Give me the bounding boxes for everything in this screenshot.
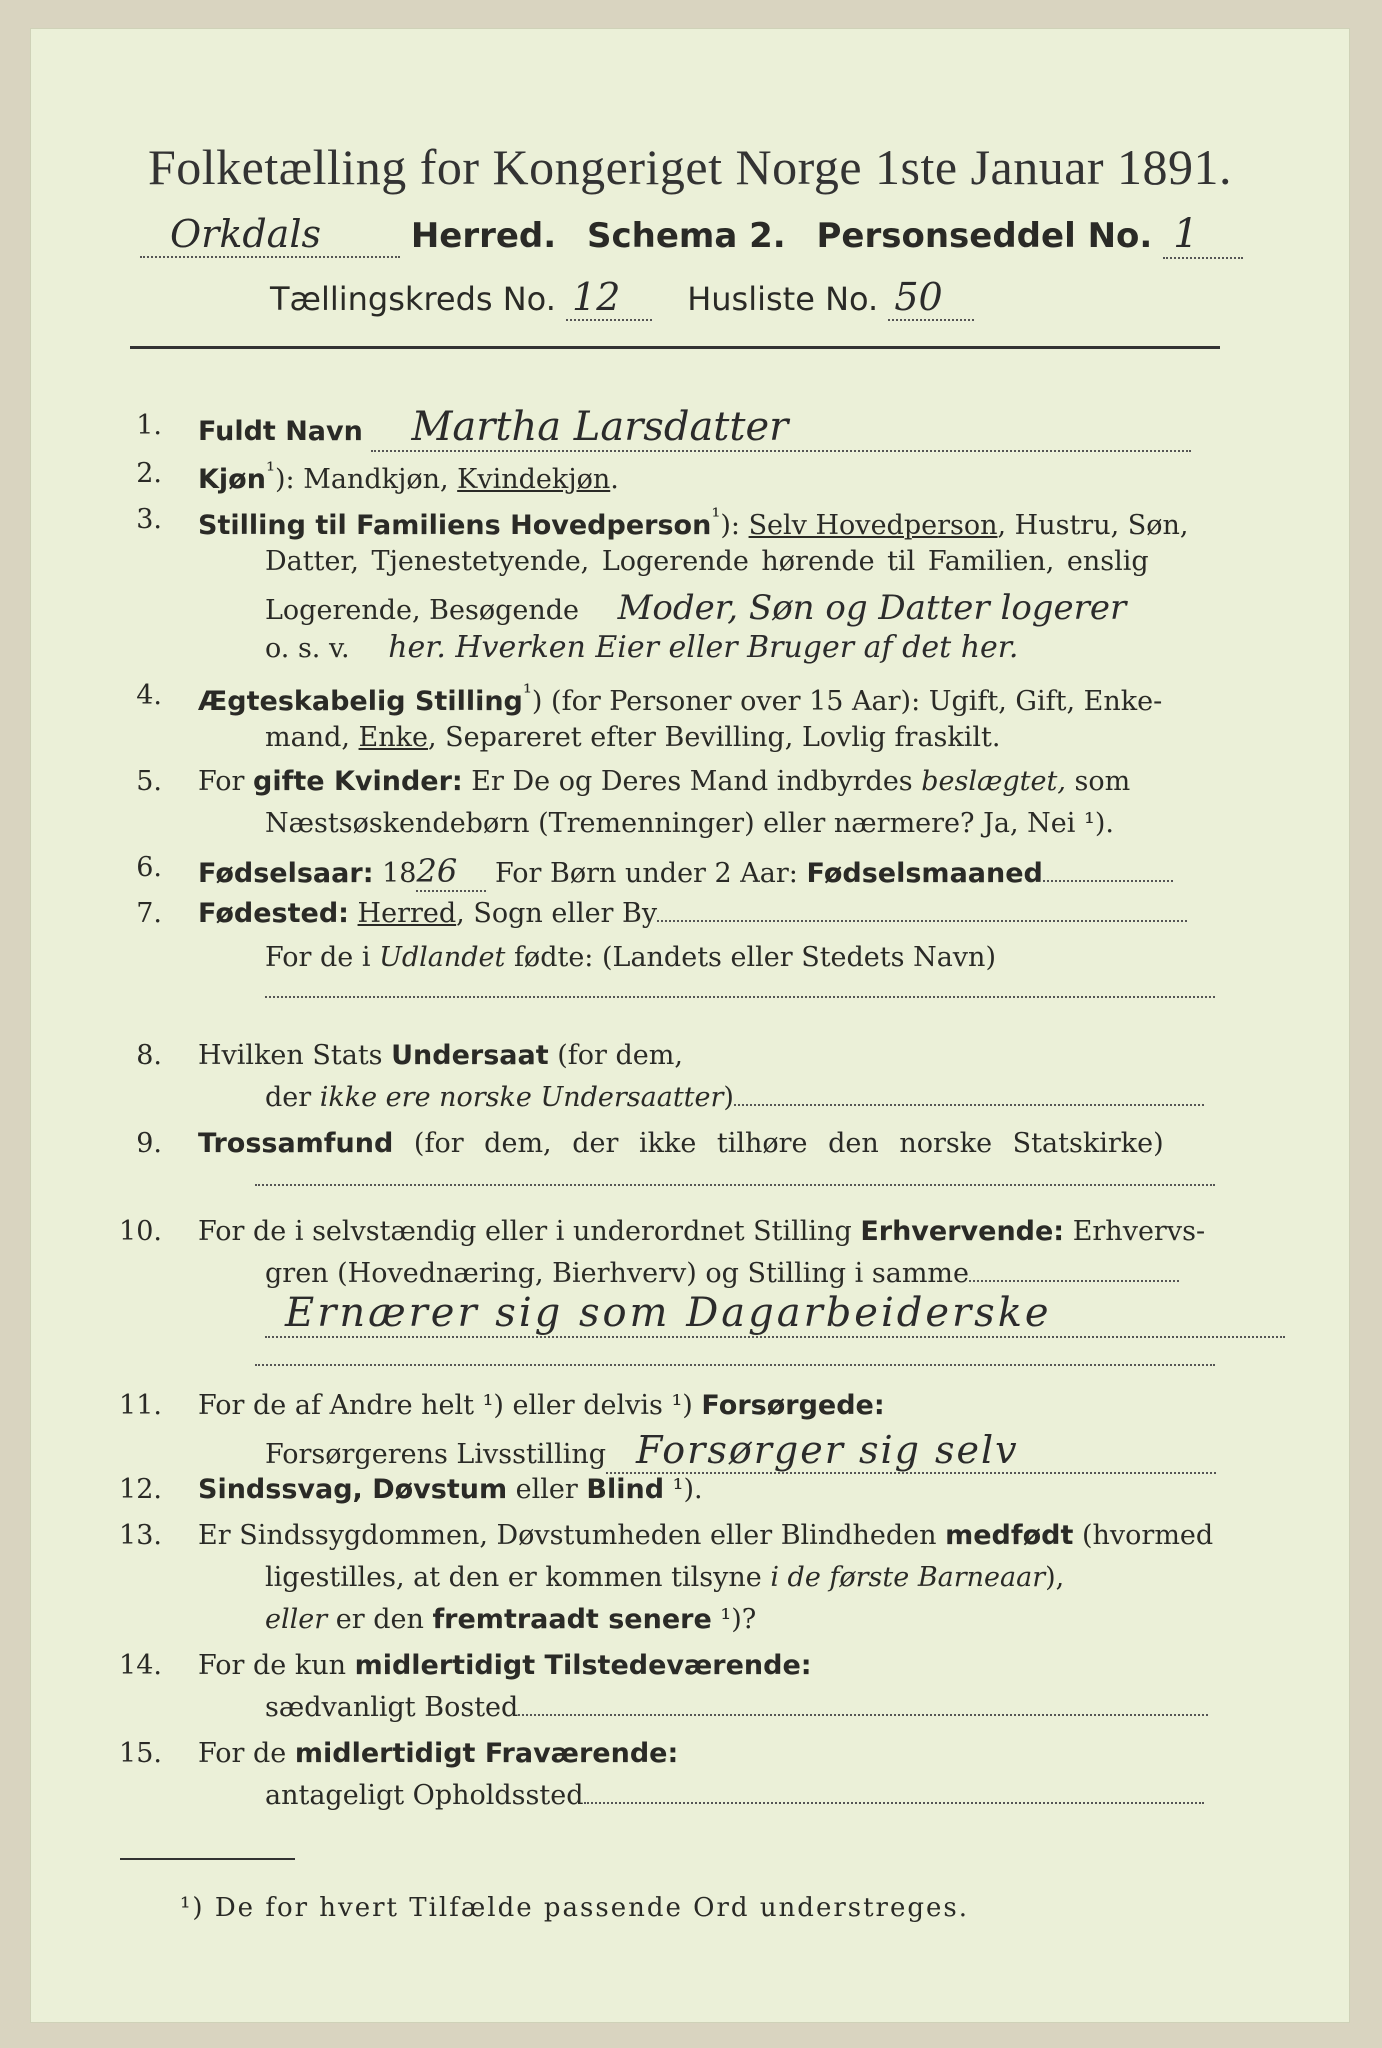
kreds-value: 12 bbox=[566, 275, 652, 321]
q13-line3 bbox=[265, 1604, 756, 1635]
q7-line2-a: For de i bbox=[265, 942, 380, 973]
q9-text: (for dem, der ikke tilhøre den norske Statskirke) bbox=[393, 1128, 1164, 1159]
q14-dotline bbox=[518, 1714, 1208, 1716]
form-title: Folketælling for Kongeriget Norge 1ste Januar 1891. bbox=[147, 139, 1233, 195]
q2-sup: ¹ bbox=[265, 458, 275, 484]
q4-underlined: Enke bbox=[358, 722, 428, 753]
q8-line2 bbox=[265, 1082, 1204, 1113]
kreds-line bbox=[270, 275, 974, 321]
q11-value: Forsørger sig selv bbox=[606, 1428, 1216, 1474]
q3-text-end: , Hustru, Søn, bbox=[997, 510, 1189, 541]
q5-row bbox=[198, 766, 1130, 797]
q9-label: Trossamfund bbox=[198, 1128, 394, 1159]
q11-text-a: For de af Andre helt ¹) eller delvis ¹) bbox=[198, 1390, 702, 1421]
q13-line3-b: ¹)? bbox=[711, 1604, 757, 1635]
q10-line2 bbox=[265, 1258, 1179, 1289]
q7-number: 7. bbox=[136, 898, 162, 929]
q2-text: ): Mandkjøn, bbox=[274, 464, 458, 495]
q3-line3-text: Logerende, Besøgende bbox=[265, 595, 579, 626]
q14-text-a: For de kun bbox=[198, 1650, 355, 1681]
q8-text-a: Hvilken Stats bbox=[198, 1040, 392, 1071]
kreds-label: Tællingskreds No. bbox=[270, 280, 556, 318]
q6-text: For Børn under 2 Aar: bbox=[486, 858, 807, 889]
husliste-label: Husliste No. bbox=[687, 280, 879, 318]
q6-prefix: 18 bbox=[373, 858, 417, 889]
personseddel-value: 1 bbox=[1163, 211, 1243, 259]
q13-row bbox=[198, 1520, 1213, 1551]
q15-label: midlertidigt Fraværende: bbox=[294, 1738, 679, 1769]
q2-text-end: . bbox=[610, 464, 619, 495]
q13-line2-a: ligestilles, at den er kommen tilsyne bbox=[265, 1562, 771, 1593]
q4-label: Ægteskabelig Stilling bbox=[198, 686, 523, 717]
herred-label: Herred. bbox=[410, 216, 557, 256]
q3-number: 3. bbox=[136, 504, 162, 535]
q7-line2-b: fødte: (Landets eller Stedets Navn) bbox=[505, 942, 996, 973]
q8-text-b: (for dem, bbox=[548, 1040, 683, 1071]
q7-blank-line bbox=[265, 996, 1215, 998]
q13-line2-b: ), bbox=[1045, 1562, 1065, 1593]
q7-label: Fødested: bbox=[198, 898, 349, 929]
q14-number: 14. bbox=[119, 1650, 162, 1681]
q8-label: Undersaat bbox=[391, 1040, 549, 1071]
q3-underlined: Selv Hovedperson bbox=[748, 510, 998, 541]
q3-hand-1: Moder, Søn og Datter logerer bbox=[617, 588, 1127, 628]
q10-line2-text: gren (Hovednæring, Bierhverv) og Stilling i samme bbox=[265, 1258, 970, 1289]
q12-row bbox=[198, 1474, 703, 1505]
q3-sup: ¹ bbox=[711, 504, 721, 530]
q3-text: ): bbox=[720, 510, 749, 541]
q5-italic: beslægtet, bbox=[921, 766, 1066, 797]
q10-row bbox=[198, 1216, 1205, 1247]
q14-line2-text: sædvanligt Bosted bbox=[265, 1692, 519, 1723]
q10-label: Erhvervende: bbox=[860, 1216, 1065, 1247]
q10-text-a: For de i selvstændig eller i underordnet Stilling bbox=[198, 1216, 861, 1247]
q13-number: 13. bbox=[119, 1520, 162, 1551]
q8-line2-a: der bbox=[265, 1082, 320, 1113]
q15-dotline bbox=[584, 1802, 1204, 1804]
q5-number: 5. bbox=[136, 766, 162, 797]
q8-row bbox=[198, 1040, 683, 1071]
q10-number: 10. bbox=[119, 1216, 162, 1247]
q4-line2-b: , Separeret efter Bevilling, Lovlig fraskilt. bbox=[428, 722, 1001, 753]
q8-line2-b: ) bbox=[723, 1082, 734, 1113]
q3-line3 bbox=[265, 588, 1126, 628]
q15-number: 15. bbox=[119, 1738, 162, 1769]
q13-line3-a: er den bbox=[327, 1604, 433, 1635]
q14-line2 bbox=[265, 1692, 1208, 1723]
q2-underlined: Kvindekjøn bbox=[457, 464, 611, 495]
herred-line bbox=[140, 211, 1243, 259]
q5-text-a: For bbox=[198, 766, 254, 797]
q10-text-b: Erhvervs- bbox=[1064, 1216, 1206, 1247]
q13-line3-label: fremtraadt senere bbox=[432, 1604, 712, 1635]
q2-number: 2. bbox=[136, 458, 162, 489]
q12-number: 12. bbox=[119, 1474, 162, 1505]
q4-sup: ¹ bbox=[522, 680, 532, 706]
q7-dotline bbox=[657, 920, 1187, 922]
q10-value: Ernærer sig som Dagarbeiderske bbox=[265, 1290, 1285, 1338]
q2-label: Kjøn bbox=[198, 464, 266, 495]
q3-line2: Datter, Tjenestetyende, Logerende hørende til Familien, enslig bbox=[265, 546, 1149, 577]
q10-blank-line bbox=[255, 1364, 1215, 1366]
q1-label: Fuldt Navn bbox=[198, 416, 363, 447]
q13-text-a: Er Sindssygdommen, Døvstumheden eller Blindheden bbox=[198, 1520, 946, 1551]
q7-space bbox=[349, 898, 358, 929]
q10-hand-row bbox=[265, 1290, 1285, 1338]
q15-text-a: For de bbox=[198, 1738, 295, 1769]
q1-value: Martha Larsdatter bbox=[371, 404, 1191, 452]
q9-row bbox=[198, 1128, 1164, 1159]
q3-line4 bbox=[265, 630, 1018, 665]
herred-value: Orkdals bbox=[140, 212, 400, 258]
q5-line2: Næstsøskendebørn (Tremenninger) eller nærmere? Ja, Nei ¹). bbox=[265, 808, 1114, 839]
q7-line2 bbox=[265, 942, 996, 973]
q6-year-value: 26 bbox=[416, 852, 486, 892]
q15-row bbox=[198, 1738, 678, 1769]
q5-text-b: Er De og Deres Mand indbyrdes bbox=[462, 766, 922, 797]
q13-line3-italic: eller bbox=[265, 1604, 328, 1635]
q3-row bbox=[198, 504, 1189, 541]
schema-label: Schema 2. bbox=[587, 216, 786, 256]
q9-number: 9. bbox=[136, 1128, 162, 1159]
q6-label: Fødselsaar: bbox=[198, 858, 374, 889]
q7-underlined: Herred bbox=[357, 898, 457, 929]
q13-text-b: (hvormed bbox=[1073, 1520, 1214, 1551]
q11-row bbox=[198, 1390, 885, 1421]
q6-row bbox=[198, 852, 1173, 892]
q2-row bbox=[198, 458, 619, 495]
q13-label: medfødt bbox=[945, 1520, 1074, 1551]
q10-dotline bbox=[969, 1280, 1179, 1282]
q4-line2 bbox=[265, 722, 1000, 753]
q6-dotline bbox=[1043, 880, 1173, 882]
q4-number: 4. bbox=[136, 680, 162, 711]
q7-row bbox=[198, 898, 1187, 929]
personseddel-label: Personseddel No. bbox=[816, 216, 1153, 256]
q4-text: ) (for Personer over 15 Aar): Ugift, Gift, Enke- bbox=[531, 686, 1163, 717]
q4-row bbox=[198, 680, 1162, 717]
q12-text-b: ¹). bbox=[664, 1474, 703, 1505]
q11-line2 bbox=[265, 1428, 1216, 1474]
q5-label: gifte Kvinder: bbox=[253, 766, 463, 797]
q1-number: 1. bbox=[136, 410, 162, 441]
q3-hand-2: her. Hverken Eier eller Bruger af det her. bbox=[388, 630, 1019, 665]
q8-dotline bbox=[734, 1104, 1204, 1106]
q5-text-c: som bbox=[1065, 766, 1131, 797]
q9-blank-line bbox=[255, 1184, 1215, 1186]
q7-italic: Udlandet bbox=[379, 942, 506, 973]
q6-number: 6. bbox=[136, 852, 162, 883]
q3-line4-text: o. s. v. bbox=[265, 633, 350, 664]
footnote: ¹) De for hvert Tilfælde passende Ord understreges. bbox=[180, 1893, 970, 1923]
q12-text-a: eller bbox=[507, 1474, 587, 1505]
q1-row bbox=[198, 404, 1191, 452]
q13-line2 bbox=[265, 1562, 1064, 1593]
q6-label2: Fødselsmaaned bbox=[806, 858, 1043, 889]
q12-label2: Blind bbox=[586, 1474, 665, 1505]
q11-line2-text: Forsørgerens Livsstilling bbox=[265, 1439, 607, 1470]
q15-line2 bbox=[265, 1780, 1204, 1811]
header-divider bbox=[130, 346, 1220, 349]
census-form bbox=[30, 28, 1350, 2023]
q13-italic: i de første Barneaar bbox=[770, 1562, 1046, 1593]
q12-label: Sindssvag, Døvstum bbox=[198, 1474, 508, 1505]
q7-text: , Sogn eller By bbox=[456, 898, 658, 929]
footnote-divider bbox=[120, 1858, 295, 1860]
q14-label: midlertidigt Tilstedeværende: bbox=[354, 1650, 812, 1681]
q15-line2-text: antageligt Opholdssted bbox=[265, 1780, 584, 1811]
husliste-value: 50 bbox=[888, 275, 974, 321]
q11-number: 11. bbox=[119, 1390, 162, 1421]
q4-line2-a: mand, bbox=[265, 722, 359, 753]
q8-italic: ikke ere norske Undersaatter bbox=[319, 1082, 724, 1113]
q3-label: Stilling til Familiens Hovedperson bbox=[198, 510, 712, 541]
q14-row bbox=[198, 1650, 812, 1681]
q8-number: 8. bbox=[136, 1040, 162, 1071]
q11-label: Forsørgede: bbox=[701, 1390, 885, 1421]
